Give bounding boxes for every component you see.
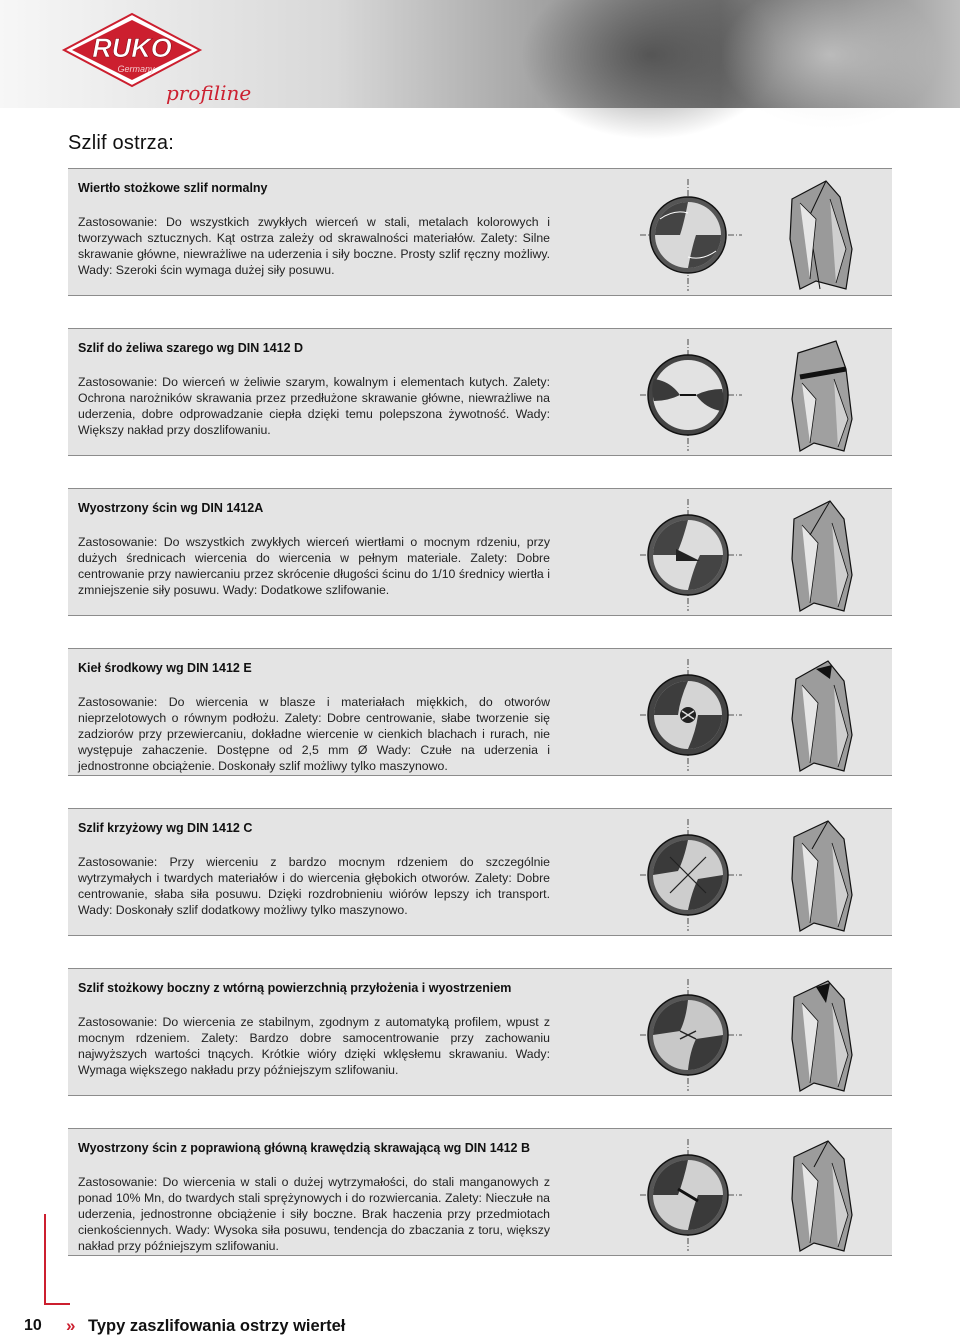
- page-title: Szlif ostrza:: [68, 132, 174, 154]
- svg-text:RUKO: RUKO: [92, 33, 172, 63]
- drill-conical-side-illustration: [640, 979, 880, 1091]
- footer-section-title: Typy zaszlifowania ostrzy wierteł: [88, 1317, 346, 1335]
- section-title: Wiertło stożkowe szlif normalny: [78, 181, 268, 195]
- section-title: Wyostrzony ścin z poprawioną główną krawędzią skrawającą wg DIN 1412 B: [78, 1141, 530, 1155]
- section-title: Szlif do żeliwa szarego wg DIN 1412 D: [78, 341, 304, 355]
- section-body: Zastosowanie: Przy wierceniu z bardzo mocnym rdzeniem do szczególnie wytrzymałych i twardych materiałów i do wiercenia głębokich otworów. Zalety: Dobre centrowanie, słaba siła posuwu. Dzięki rozdrobnieniu wiórów lepszy ich transport. Wady: Doskonały szlif dodatkowy możliwy tylko maszynowo.: [78, 855, 550, 917]
- footer-arrow-icon: »: [66, 1316, 76, 1335]
- ruko-logo: [64, 10, 252, 110]
- footer-accent-line-vertical: [44, 1214, 46, 1304]
- section-body: Zastosowanie: Do wiercenia w blasze i materiałach miękkich, do otworów nieprzelotowych o równym podłożu. Zalety: Dobre centrowanie, słabe tworzenie się zadziorów przy przewiercaniu, dokładne wiercenie w cienkich blachach i rurach, nie występuje zahaczenie. Dostępne od 2,5 mm Ø Wady: Czułe na uderzenia i jednostronne obciążenie. Doskonały szlif możliwy tylko maszynowo.: [78, 695, 550, 773]
- section-body: Zastosowanie: Do wierceń w żeliwie szarym, kowalnym i elementach kutych. Zalety: Ochrona narożników skrawania przez przedłużone skrawanie główne, niewrażliwe na uderzenia, dobre odprowadzanie ciepła dzięki temu polepszona żywotność. Wady: Większy nakład przy doszlifowaniu.: [78, 375, 550, 437]
- section-body: Zastosowanie: Do wiercenia w stali o dużej wytrzymałości, do stali manganowych z ponad 10% Mn, do twardych stali sprężynowych i do rozwiercania. Zalety: Nieczułe na uderzenia, jednostronne obciążenie i siły boczne. Brak haczenia przy przedmiotach cienkościennych. Wady: Wysoka siła posuwu, tendencja do zbaczania z toru, większy nakład przy późniejszym szlifowaniu.: [78, 1175, 550, 1253]
- header-banner: [0, 0, 960, 108]
- section-body: Zastosowanie: Do wszystkich zwykłych wierceń wiertłami o mocnym rdzeniu, przy dużych średnicach wiercenia do wiercenia w pełnym materiale. Zalety: Dobre centrowanie przy nawiercaniu przez skrócenie długości ścinu do 1/10 średnicy wiertła i zmniejszenie siły posuwu. Wady: Dodatkowe szlifowanie.: [78, 535, 550, 597]
- section-body: Zastosowanie: Do wszystkich zwykłych wierceń w stali, metalach kolorowych i tworzywach sztucznych. Kąt ostrza zależy od skrawalności materiałów. Zalety: Silne skrawanie główne, niewrażliwe na uderzenia i siły boczne. Prosty szlif ręczny możliwy. Wady: Szeroki ścin wymaga dużej siły posuwu.: [78, 215, 550, 277]
- drill-normal-grind-illustration: [640, 179, 880, 291]
- drill-din1412e-illustration: [640, 659, 880, 771]
- drill-din1412b-illustration: [640, 1139, 880, 1251]
- grind-section-din1412c: [68, 808, 892, 936]
- grind-section-normal: [68, 168, 892, 296]
- section-title: Szlif krzyżowy wg DIN 1412 C: [78, 821, 253, 835]
- svg-text:Germany: Germany: [117, 64, 155, 74]
- grind-section-din1412d: [68, 328, 892, 456]
- drill-din1412a-illustration: [640, 499, 880, 611]
- header-background-highlight: [720, 0, 940, 130]
- section-title: Szlif stożkowy boczny z wtórną powierzchnią przyłożenia i wyostrzeniem: [78, 981, 512, 995]
- section-title: Wyostrzony ścin wg DIN 1412A: [78, 501, 264, 515]
- grind-section-din1412e: [68, 648, 892, 776]
- section-body: Zastosowanie: Do wiercenia ze stabilnym, zgodnym z automatyką profilem, wpust z mocnym rdzeniem. Zalety: Bardzo dobre samocentrowanie przy zachowaniu najwyższych wartości tnących. Krótkie wióry dzięki wklęsłemu skrawaniu. Wady: Wymaga większego nakładu przy późniejszym szlifowaniu.: [78, 1015, 550, 1077]
- footer-accent-line-horizontal: [44, 1303, 70, 1305]
- section-title: Kieł środkowy wg DIN 1412 E: [78, 661, 252, 675]
- grind-section-din1412b: [68, 1128, 892, 1256]
- page-number: 10: [24, 1317, 42, 1334]
- svg-text:profiline: profiline: [166, 81, 252, 105]
- grind-section-din1412a: [68, 488, 892, 616]
- drill-din1412c-illustration: [640, 819, 880, 931]
- grind-section-conical-side: [68, 968, 892, 1096]
- drill-din1412d-illustration: [640, 339, 880, 451]
